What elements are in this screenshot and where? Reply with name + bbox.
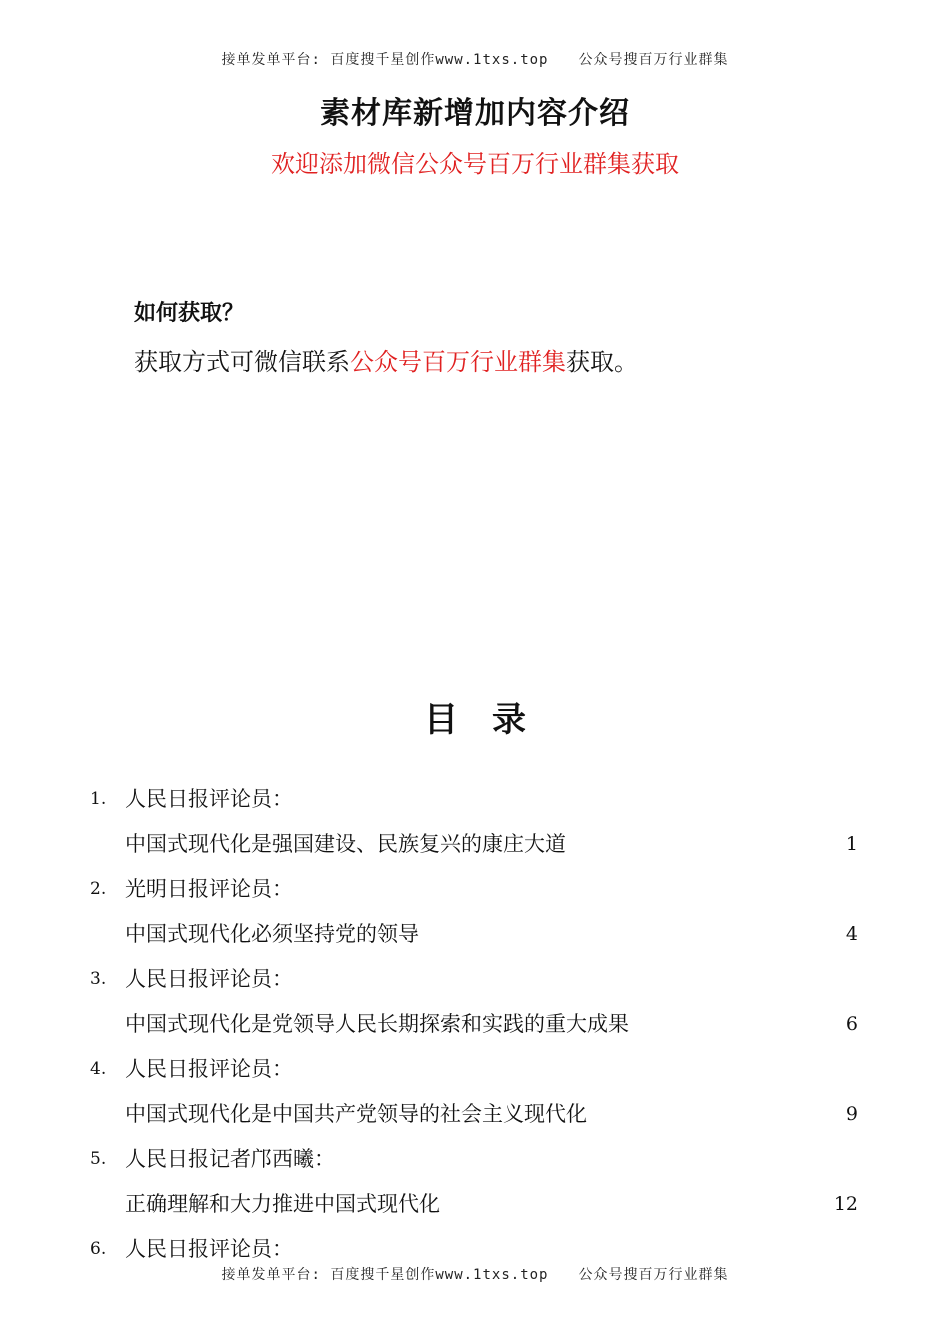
how-to-get-heading: 如何获取？ <box>134 301 245 326</box>
toc-title <box>0 692 950 741</box>
toc-author-label: 人民日报评论员： <box>125 967 293 991</box>
toc-entry-article[interactable] <box>0 917 950 962</box>
page-footer <box>0 1264 950 1284</box>
toc-entry-article[interactable] <box>0 1187 950 1232</box>
toc-entry-article[interactable] <box>0 1007 950 1052</box>
how-text-before: 获取方式可微信联系 <box>134 348 350 376</box>
document-subtitle: 欢迎添加微信公众号百万行业群集获取 <box>271 150 679 178</box>
page-header <box>0 49 950 69</box>
toc-article-title: 中国式现代化是中国共产党领导的社会主义现代化 <box>125 1102 587 1126</box>
toc-entry-author <box>0 1052 950 1097</box>
toc-entry-number: 2. <box>90 879 107 899</box>
footer-right-text: 公众号搜百万行业群集 <box>578 1267 729 1283</box>
toc-entry-number: 4. <box>90 1059 107 1079</box>
toc-entry-number: 3. <box>90 969 107 989</box>
how-text-after: 获取。 <box>566 348 638 376</box>
toc-entry-author <box>0 1142 950 1187</box>
toc-page-number: 1 <box>845 833 858 855</box>
how-to-get-text <box>134 342 638 377</box>
toc-entry-author <box>0 872 950 917</box>
toc-title-char-1: 目 <box>424 700 458 740</box>
toc-author-label: 人民日报记者邝西曦： <box>125 1147 335 1171</box>
toc-article-title: 中国式现代化必须坚持党的领导 <box>125 922 419 946</box>
header-left-text: 接单发单平台: 百度搜千星创作www.1txs.top <box>221 52 549 68</box>
toc-author-label: 人民日报评论员： <box>125 1057 293 1081</box>
document-title: 素材库新增加内容介绍 <box>320 96 630 131</box>
how-text-highlight: 公众号百万行业群集 <box>350 348 566 376</box>
toc-author-label: 人民日报评论员： <box>125 1237 293 1261</box>
toc-entry-number: 5. <box>90 1149 107 1169</box>
toc-entry-author <box>0 962 950 1007</box>
toc-page-number: 6 <box>845 1013 858 1035</box>
toc-entry-article[interactable] <box>0 1097 950 1142</box>
toc-entry-article[interactable] <box>0 827 950 872</box>
toc-page-number: 4 <box>845 923 858 945</box>
toc-page-number: 12 <box>833 1193 858 1215</box>
toc-entry-number: 6. <box>90 1239 107 1259</box>
toc-article-title: 正确理解和大力推进中国式现代化 <box>125 1192 440 1216</box>
toc-page-number: 9 <box>845 1103 858 1125</box>
toc-author-label: 人民日报评论员： <box>125 787 293 811</box>
toc-article-title: 中国式现代化是党领导人民长期探索和实践的重大成果 <box>125 1012 629 1036</box>
header-right-text: 公众号搜百万行业群集 <box>578 52 729 68</box>
toc-entry-number: 1. <box>90 789 107 809</box>
toc-entry-author <box>0 782 950 827</box>
footer-left-text: 接单发单平台: 百度搜千星创作www.1txs.top <box>221 1267 549 1283</box>
table-of-contents <box>0 782 950 1277</box>
toc-title-char-2: 录 <box>492 700 526 740</box>
toc-author-label: 光明日报评论员： <box>125 877 293 901</box>
toc-article-title: 中国式现代化是强国建设、民族复兴的康庄大道 <box>125 832 566 856</box>
